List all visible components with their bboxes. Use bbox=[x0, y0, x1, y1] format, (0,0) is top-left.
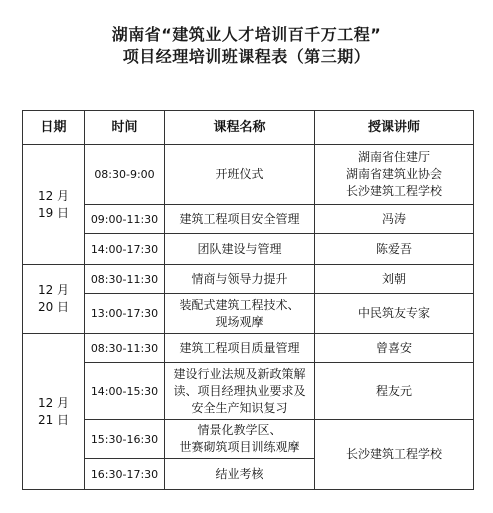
course-line: 读、项目经理执业要求及 bbox=[173, 383, 306, 398]
course-line: 情商与领导力提升 bbox=[191, 271, 288, 286]
table-row bbox=[23, 234, 474, 265]
teacher-line: 长沙建筑工程学校 bbox=[345, 447, 442, 461]
teacher-line: 冯涛 bbox=[381, 211, 406, 226]
course-line: 结业考核 bbox=[215, 466, 264, 481]
header-row bbox=[23, 111, 474, 145]
course-cell bbox=[165, 294, 315, 334]
date-day: 20 日 bbox=[37, 300, 70, 314]
teacher-cell bbox=[315, 420, 474, 490]
schedule-table bbox=[22, 110, 474, 490]
table-row bbox=[23, 420, 474, 459]
date-day: 19 日 bbox=[37, 205, 70, 220]
course-cell bbox=[165, 234, 315, 265]
header-time: 时间 bbox=[85, 111, 165, 145]
table-row bbox=[23, 265, 474, 294]
time-cell: 09:00-11:30 bbox=[85, 205, 165, 234]
course-line: 装配式建筑工程技术、 bbox=[179, 297, 300, 312]
table-row bbox=[23, 334, 474, 363]
time-cell: 14:00-17:30 bbox=[85, 234, 165, 265]
date-day: 21 日 bbox=[37, 412, 70, 427]
teacher-line: 程友元 bbox=[375, 383, 412, 398]
course-line: 开班仪式 bbox=[215, 167, 264, 181]
course-line: 建设行业法规及新政策解 bbox=[173, 366, 306, 381]
teacher-cell bbox=[315, 334, 474, 363]
time-cell: 08:30-9:00 bbox=[85, 145, 165, 205]
teacher-line: 长沙建筑工程学校 bbox=[345, 184, 442, 198]
header-teacher: 授课讲师 bbox=[315, 111, 474, 145]
course-line: 团队建设与管理 bbox=[197, 241, 282, 256]
teacher-line: 中民筑友专家 bbox=[357, 306, 430, 320]
date-cell bbox=[23, 265, 85, 334]
teacher-line: 湖南省建筑业协会 bbox=[345, 167, 442, 181]
date-month: 12 月 bbox=[37, 188, 70, 203]
teacher-cell bbox=[315, 234, 474, 265]
teacher-cell bbox=[315, 205, 474, 234]
table-row bbox=[23, 363, 474, 420]
course-line: 建筑工程项目安全管理 bbox=[179, 211, 300, 226]
course-cell bbox=[165, 459, 315, 490]
teacher-line: 刘朝 bbox=[381, 271, 406, 286]
course-line: 安全生产知识复习 bbox=[191, 400, 288, 415]
course-cell bbox=[165, 145, 315, 205]
date-month: 12 月 bbox=[37, 283, 70, 297]
teacher-cell bbox=[315, 265, 474, 294]
time-cell: 13:00-17:30 bbox=[85, 294, 165, 334]
date-month: 12 月 bbox=[37, 395, 70, 410]
header-date: 日期 bbox=[23, 111, 85, 145]
title-line-2: 项目经理培训班课程表（第三期） bbox=[122, 47, 371, 66]
teacher-line: 陈爱吾 bbox=[375, 241, 412, 256]
time-cell: 08:30-11:30 bbox=[85, 334, 165, 363]
time-cell: 16:30-17:30 bbox=[85, 459, 165, 490]
date-cell bbox=[23, 334, 85, 490]
table-row bbox=[23, 145, 474, 205]
time-cell: 08:30-11:30 bbox=[85, 265, 165, 294]
time-cell: 14:00-15:30 bbox=[85, 363, 165, 420]
course-cell bbox=[165, 363, 315, 420]
course-line: 建筑工程项目质量管理 bbox=[179, 340, 300, 355]
teacher-line: 曾喜安 bbox=[375, 340, 412, 355]
course-cell bbox=[165, 420, 315, 459]
teacher-line: 湖南省住建厅 bbox=[357, 150, 430, 164]
course-line: 世赛砌筑项目训练观摩 bbox=[179, 440, 300, 454]
teacher-cell bbox=[315, 363, 474, 420]
course-cell bbox=[165, 265, 315, 294]
course-line: 情景化教学区、 bbox=[197, 423, 282, 437]
table-row bbox=[23, 205, 474, 234]
header-course: 课程名称 bbox=[165, 111, 315, 145]
teacher-cell bbox=[315, 294, 474, 334]
course-cell bbox=[165, 334, 315, 363]
table-row bbox=[23, 294, 474, 334]
course-cell bbox=[165, 205, 315, 234]
time-cell: 15:30-16:30 bbox=[85, 420, 165, 459]
title-line-1: 湖南省“建筑业人才培训百千万工程” bbox=[111, 25, 382, 44]
teacher-cell bbox=[315, 145, 474, 205]
course-line: 现场观摩 bbox=[215, 314, 264, 329]
date-cell bbox=[23, 145, 85, 265]
